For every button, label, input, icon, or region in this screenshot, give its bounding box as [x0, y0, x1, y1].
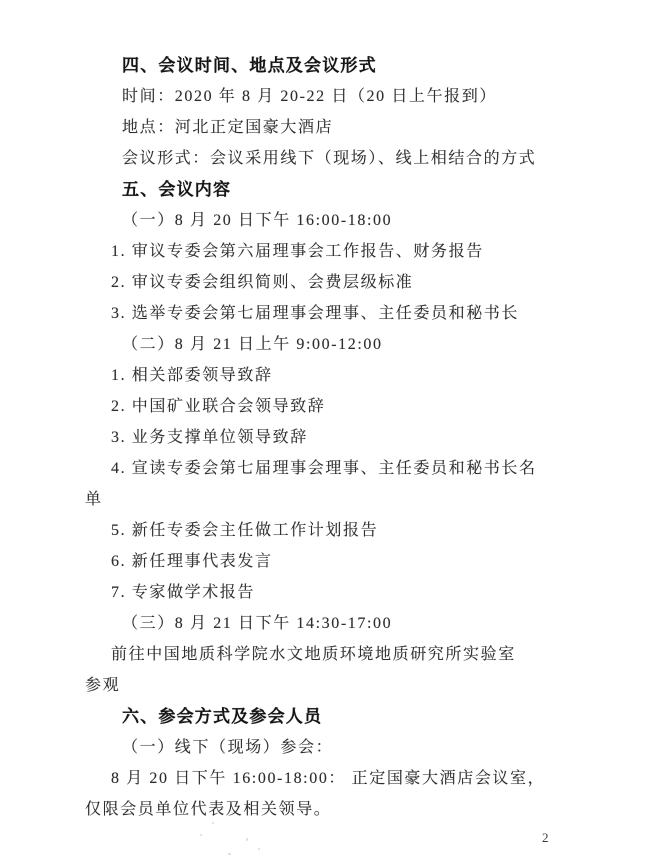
line-meeting-format: 会议形式：会议采用线下（现场）、线上相结合的方式: [122, 150, 537, 167]
line-meeting-location: 地点：河北正定国豪大酒店: [122, 119, 334, 136]
heading-section-6-participation: 六、参会方式及参会人员: [122, 707, 323, 726]
line-session-2-item-1: 1. 相关部委领导致辞: [111, 367, 273, 384]
line-session-2-item-4: 4. 宣读专委会第七届理事会理事、主任委员和秘书长名: [111, 460, 537, 477]
scan-speckle: [228, 853, 231, 855]
line-session-1-header: （一）8 月 20 日下午 16:00-18:00: [122, 212, 393, 229]
line-session-3-header: （三）8 月 21 日下午 14:30-17:00: [122, 615, 393, 632]
line-session-3-visit-continuation: 参观: [85, 677, 121, 694]
line-session-3-visit: 前往中国地质科学院水文地质环境地质研究所实验室: [111, 646, 516, 663]
line-session-1-item-3: 3. 选举专委会第七届理事会理事、主任委员和秘书长: [111, 305, 520, 322]
line-session-2-item-7: 7. 专家做学术报告: [111, 584, 256, 601]
line-session-2-item-4-continuation: 单: [85, 491, 103, 508]
scan-speckle: [258, 848, 260, 850]
line-offline-participation-header: （一）线下（现场）参会：: [122, 739, 334, 756]
scan-speckle: [246, 838, 248, 841]
line-offline-participation-continuation: 仅限会员单位代表及相关领导。: [85, 801, 332, 818]
line-session-2-item-6: 6. 新任理事代表发言: [111, 553, 273, 570]
line-session-2-item-3: 3. 业务支撑单位领导致辞: [111, 429, 308, 446]
line-session-2-item-2: 2. 中国矿业联合会领导致辞: [111, 398, 326, 415]
document-text-block: [85, 50, 630, 825]
line-session-1-item-1: 1. 审议专委会第六届理事会工作报告、财务报告: [111, 243, 484, 260]
heading-section-4-time-location-format: 四、会议时间、地点及会议形式: [122, 56, 377, 75]
line-session-2-header: （二）8 月 21 日上午 9:00-12:00: [122, 336, 383, 353]
scan-speckle: [212, 822, 214, 824]
line-session-2-item-5: 5. 新任专委会主任做工作计划报告: [111, 522, 379, 539]
line-session-1-item-2: 2. 审议专委会组织简则、会费层级标准: [111, 274, 414, 291]
page-number: 2: [542, 830, 549, 845]
scan-speckle: [200, 834, 202, 836]
scan-speckle: [222, 752, 224, 754]
line-offline-participation-detail: 8 月 20 日下午 16:00-18:00： 正定国豪大酒店会议室，: [111, 770, 546, 787]
heading-section-5-meeting-content: 五、会议内容: [122, 180, 232, 199]
line-meeting-time: 时间：2020 年 8 月 20-22 日（20 日上午报到）: [122, 88, 497, 105]
